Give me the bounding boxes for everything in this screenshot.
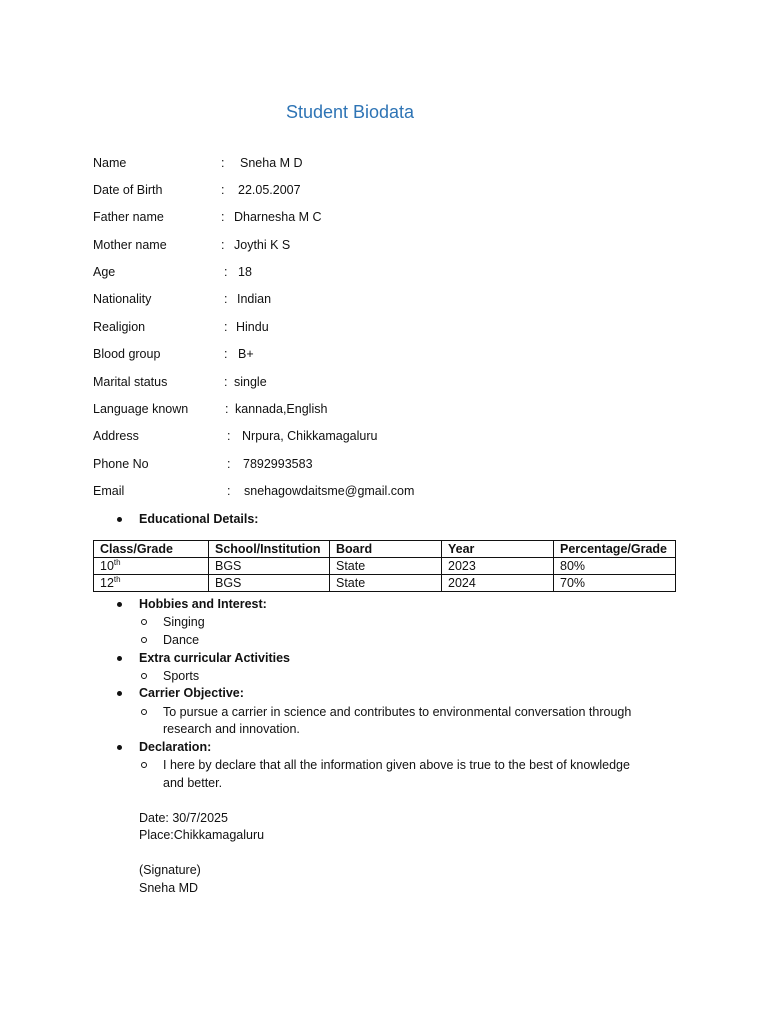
table-header-row: [94, 541, 676, 558]
field-colon: :: [227, 429, 231, 443]
field-label: Date of Birth: [93, 183, 163, 197]
class-number: 10: [100, 559, 114, 573]
bullet-icon: [117, 517, 122, 522]
list-item-text: Dance: [163, 633, 200, 647]
hobbies-heading-text: Hobbies and Interest:: [139, 597, 267, 611]
table-header: Board: [330, 541, 442, 558]
declaration-line-1: I here by declare that all the information given above is true to the best of knowledge: [163, 758, 630, 772]
field-colon: :: [224, 320, 228, 334]
field-value: B+: [238, 347, 254, 361]
field-value: Nrpura, Chikkamagaluru: [242, 429, 378, 443]
education-table: [93, 540, 676, 592]
bullet-icon: [117, 602, 122, 607]
field-value: 18: [238, 265, 252, 279]
table-cell: BGS: [209, 575, 330, 592]
field-colon: :: [225, 402, 229, 416]
field-value: Joythi K S: [234, 238, 291, 252]
field-value: 7892993583: [243, 457, 313, 471]
date-text: Date: 30/7/2025: [139, 811, 228, 825]
field-label: Email: [93, 484, 125, 498]
extra-curricular-heading-text: Extra curricular Activities: [139, 651, 290, 665]
field-label: Father name: [93, 210, 164, 224]
field-label: Realigion: [93, 320, 146, 334]
table-cell: BGS: [209, 558, 330, 575]
table-cell: [94, 558, 209, 575]
field-colon: :: [227, 457, 231, 471]
table-header: Class/Grade: [94, 541, 209, 558]
list-item-text: Sports: [163, 669, 200, 683]
circle-bullet-icon: [141, 709, 147, 715]
field-colon: :: [227, 484, 231, 498]
list-item-text: Singing: [163, 615, 205, 629]
circle-bullet-icon: [141, 619, 147, 625]
field-colon: :: [221, 238, 225, 252]
place-text: Place:Chikkamagaluru: [139, 828, 265, 842]
table-cell: State: [330, 558, 442, 575]
field-colon: :: [224, 292, 228, 306]
field-value: Hindu: [236, 320, 269, 334]
declaration-line-2: and better.: [163, 776, 223, 790]
circle-bullet-icon: [141, 673, 147, 679]
field-colon: :: [221, 156, 225, 170]
table-header: School/Institution: [209, 541, 330, 558]
declaration-heading-text: Declaration:: [139, 740, 212, 754]
signature-label: (Signature): [139, 863, 201, 877]
objective-line-2: research and innovation.: [163, 722, 300, 736]
circle-bullet-icon: [141, 637, 147, 643]
page-title: [0, 102, 700, 123]
signature-name: Sneha MD: [139, 881, 199, 895]
table-row: [94, 575, 676, 592]
field-label: Nationality: [93, 292, 152, 306]
objective-line-1: To pursue a carrier in science and contributes to environmental conversation through: [163, 705, 632, 719]
field-label: Marital status: [93, 375, 168, 389]
table-cell: 80%: [554, 558, 676, 575]
field-colon: :: [221, 183, 225, 197]
field-label: Name: [93, 156, 127, 170]
page-title-text: Student Biodata: [285, 102, 415, 122]
class-suffix: th: [113, 574, 121, 584]
field-value: kannada,English: [235, 402, 328, 416]
table-header: Year: [442, 541, 554, 558]
field-value: Dharnesha M C: [234, 210, 322, 224]
field-colon: :: [224, 347, 228, 361]
table-cell: State: [330, 575, 442, 592]
table-header: Percentage/Grade: [554, 541, 676, 558]
field-value: single: [234, 375, 267, 389]
table-cell: 70%: [554, 575, 676, 592]
field-value: Sneha M D: [240, 156, 303, 170]
class-suffix: th: [113, 557, 121, 567]
education-heading-text: Educational Details:: [139, 512, 259, 526]
circle-bullet-icon: [141, 762, 147, 768]
field-value: Indian: [237, 292, 272, 306]
field-value: snehagowdaitsme@gmail.com: [244, 484, 415, 498]
field-value: 22.05.2007: [238, 183, 301, 197]
field-label: Address: [93, 429, 139, 443]
bullet-icon: [117, 745, 122, 750]
bullet-icon: [117, 691, 122, 696]
objective-heading-text: Carrier Objective:: [139, 686, 244, 700]
table-cell: 2024: [442, 575, 554, 592]
field-colon: :: [224, 375, 228, 389]
table-row: [94, 558, 676, 575]
field-label: Blood group: [93, 347, 161, 361]
field-label: Phone No: [93, 457, 149, 471]
field-label: Mother name: [93, 238, 167, 252]
table-cell: [94, 575, 209, 592]
field-colon: :: [224, 265, 228, 279]
table-cell: 2023: [442, 558, 554, 575]
field-colon: :: [221, 210, 225, 224]
class-number: 12: [100, 576, 114, 590]
bullet-icon: [117, 656, 122, 661]
field-label: Age: [93, 265, 116, 279]
field-label: Language known: [93, 402, 189, 416]
